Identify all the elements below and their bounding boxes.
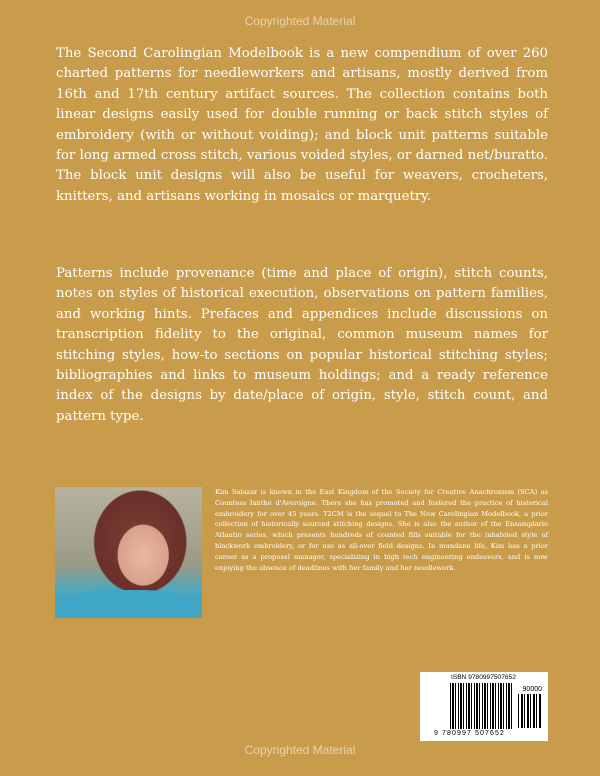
author-bio: Kim Salazar is known in the East Kingdom of the Society for Creative Anachronism (SCA) as Countess Ianthé d'Averoigne. There she has promoted and fostered the practice of historical embroidery for over 45 years. T2CM is the sequel to The New Carolingian Modelbook, a prior collection of historically sourced stitching designs. She is also the author of the Ensamplario Atlantio series, which presents hundreds of counted fills suitable for the inhabited style of blackwork embroidery, or for use as all-over field designs. In mundane life, Kim has a prior career as a proposal manager, specializing in high tech engineering endeavors, and is now enjoying the absence of deadlines with her family and her needlework.: [215, 488, 548, 572]
barcode-digits: 9 780997 507652: [434, 730, 505, 737]
isbn-label: ISBN 9780997507652: [451, 674, 516, 681]
author-photo: [55, 487, 202, 618]
barcode-bars: [450, 683, 514, 729]
watermark-top: Copyrighted Material: [244, 14, 356, 28]
isbn-barcode: [420, 672, 548, 741]
description-paragraph-1: The Second Carolingian Modelbook is a new compendium of over 260 charted patterns for needleworkers and artisans, mostly derived from 16th and 17th century artifact sources. The collection contains both linear designs easily used for double running or back stitch styles of embroidery (with or without voiding); and block unit patterns suitable for long armed cross stitch, various voided styles, or darned net/buratto. The block unit designs will also be useful for weavers, crocheters, knitters, and artisans working in mosaics or marquetry.: [56, 46, 548, 204]
price-code: 90000: [522, 686, 542, 693]
watermark-bottom: Copyrighted Material: [244, 743, 356, 757]
addon-barcode-bars: [518, 694, 542, 728]
description-paragraph-2: Patterns include provenance (time and place of origin), stitch counts, notes on styles of historical execution, observations on pattern families, and working hints. Prefaces and appendices include discussions on transcription fidelity to the original, common museum names for stitching styles, how-to sections on popular historical stitching styles; bibliographies and links to museum holdings; and a ready reference index of the designs by date/place of origin, style, stitch count, and pattern type.: [56, 266, 548, 424]
